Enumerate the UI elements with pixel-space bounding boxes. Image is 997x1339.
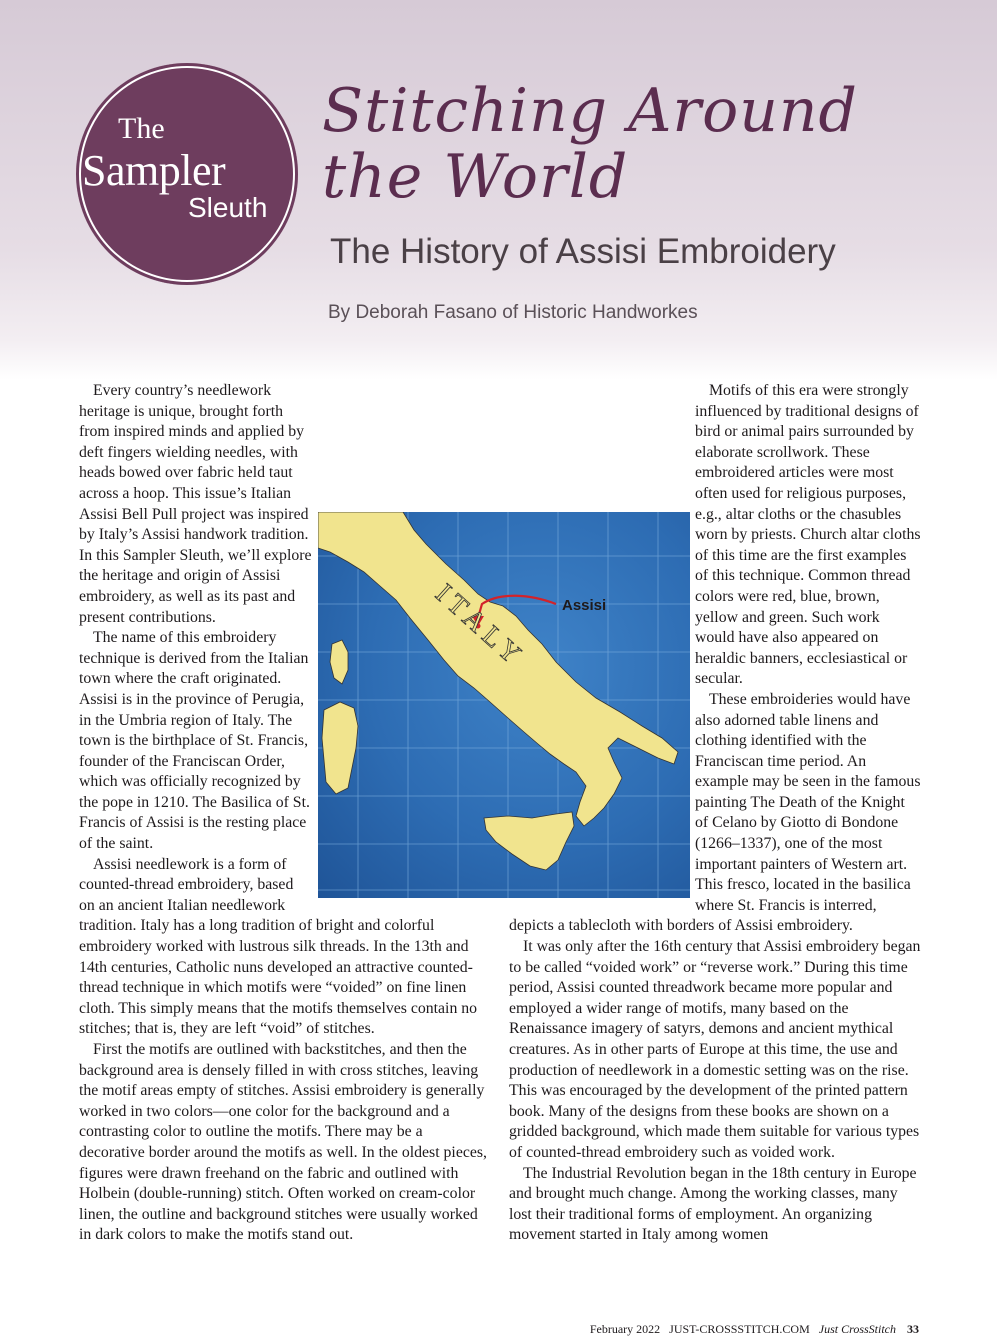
right-paragraph-3: It was only after the 16th century that Assisi embroidery began to be called “voided work” or “reverse work.” During this time period, Assisi counted threadwork became more popular and employed a wider range of motifs, many based on the Renaissance imagery of satyrs, demons and ancient mythical creatures. As in other parts of Europe at this time, the use and production of needlework in a domestic setting was on the rise. This was encouraged by the development of the printed pattern book. Many of the designs from these books are shown on a gridded background, which made them suitable for various types of counted-thread embroidery such as voided work. — [509, 938, 921, 1161]
right-paragraph-1-text: Motifs of this era were strongly influenced by traditional designs of bird or animal pairs surrounded by elaborate scrollwork. These embroidered articles were most often used for religious purposes, e.g., altar cloths or the chasubles worn by priests. Church altar cloths of this time are the first examples of this technique. Common thread colors were red, blue, brown, yellow and green. Such work would have also appeared on heraldic banners, ecclesiastical or secular. — [695, 382, 921, 688]
article-title — [322, 78, 922, 210]
right-paragraph-4: The Industrial Revolution began in the 18th century in Europe and brought much change. Among the working classes, many lost their traditional forms of employment. An organizing movement started in Italy among women — [509, 1164, 917, 1244]
page-number: 33 — [907, 1322, 919, 1336]
sardinia-shape — [322, 702, 358, 794]
italy-map-graphic — [318, 512, 690, 898]
footer-date: February 2022 — [589, 1322, 661, 1336]
map-label-italy: ITALY — [429, 578, 532, 675]
badge-text-the: The — [118, 112, 165, 145]
page-footer — [584, 1322, 919, 1337]
corsica-shape — [330, 640, 348, 684]
sicily-shape — [484, 812, 574, 870]
article-subtitle: The History of Assisi Embroidery — [330, 232, 836, 271]
byline: By Deborah Fasano of Historic Handworkes — [328, 302, 698, 323]
italy-map — [318, 512, 690, 898]
right-paragraph-2: These embroideries would have also adorned table linens and clothing identified with the Franciscan time period. An example may be seen in the famous painting The Death of the Knight of Celano by Giotto di Bondone (1266–1337), one of the most important painters of Western art. This fresco, located in the basilica where St. Francis is interred, depicts a tablecloth with borders of Assisi embroidery. — [509, 690, 921, 935]
title-line-2: the World — [322, 142, 629, 212]
badge-text-sampler: Sampler — [82, 146, 226, 195]
map-label-assisi: Assisi — [562, 597, 607, 614]
italy-mainland-shape — [318, 512, 678, 826]
title-line-1: Stitching Around — [322, 76, 858, 146]
left-paragraph-2: The name of this embroidery technique is derived from the Italian town where the craft originated. Assisi is in the province of Perugia, in the Umbria region of Italy. The town is the birthplace of St. Francis, founder of the Franciscan Order, which was officially recognized by the pope in 1210. The Basilica of St. Francis of Assisi is the resting place of the saint. — [79, 629, 310, 853]
footer-site: JUST-CROSSSTITCH.COM — [669, 1322, 810, 1336]
left-paragraph-3: Assisi needlework is a form of counted-thread embroidery, based on an ancient Italian needlework tradition. Italy has a long tradition of bright and colorful embroidery worked with lustrous silk threads. In the 13th and 14th centuries, Catholic nuns developed an attractive counted-thread technique in which motifs were “voided” on fine linen cloth. This simply means that the motifs themselves contain no stitches; that is, they are left “void” of stitches. — [79, 855, 478, 1038]
badge-text-sleuth: Sleuth — [188, 192, 268, 223]
footer-magazine: Just CrossStitch — [818, 1322, 896, 1336]
left-paragraph-4: First the motifs are outlined with backstitches, and then the background area is densely filled in with cross stitches, leaving the motif areas empty of stitches. Assisi embroidery is generally worked in two colors—one color for the background and a contrasting color to outline the motifs. There may be a decorative border around the motifs as well. In the oldest pieces, figures were drawn freehand on the fabric and outlined with Holbein (double-running) stitch. Often worked on cream-color linen, the outline and background stitches were usually worked in dark colors to make the motifs stand out. — [79, 1041, 487, 1244]
left-paragraph-1: Every country’s needlework heritage is unique, brought forth from inspired minds and applied by deft fingers wielding needles, with heads bowed over fabric held taut across a hoop. This issue’s Italian Assisi Bell Pull project was inspired by Italy’s Assisi handwork tradition. In this Sampler Sleuth, we’ll explore the heritage and origin of Assisi embroidery, as well as its past and present contributions. — [79, 382, 312, 626]
